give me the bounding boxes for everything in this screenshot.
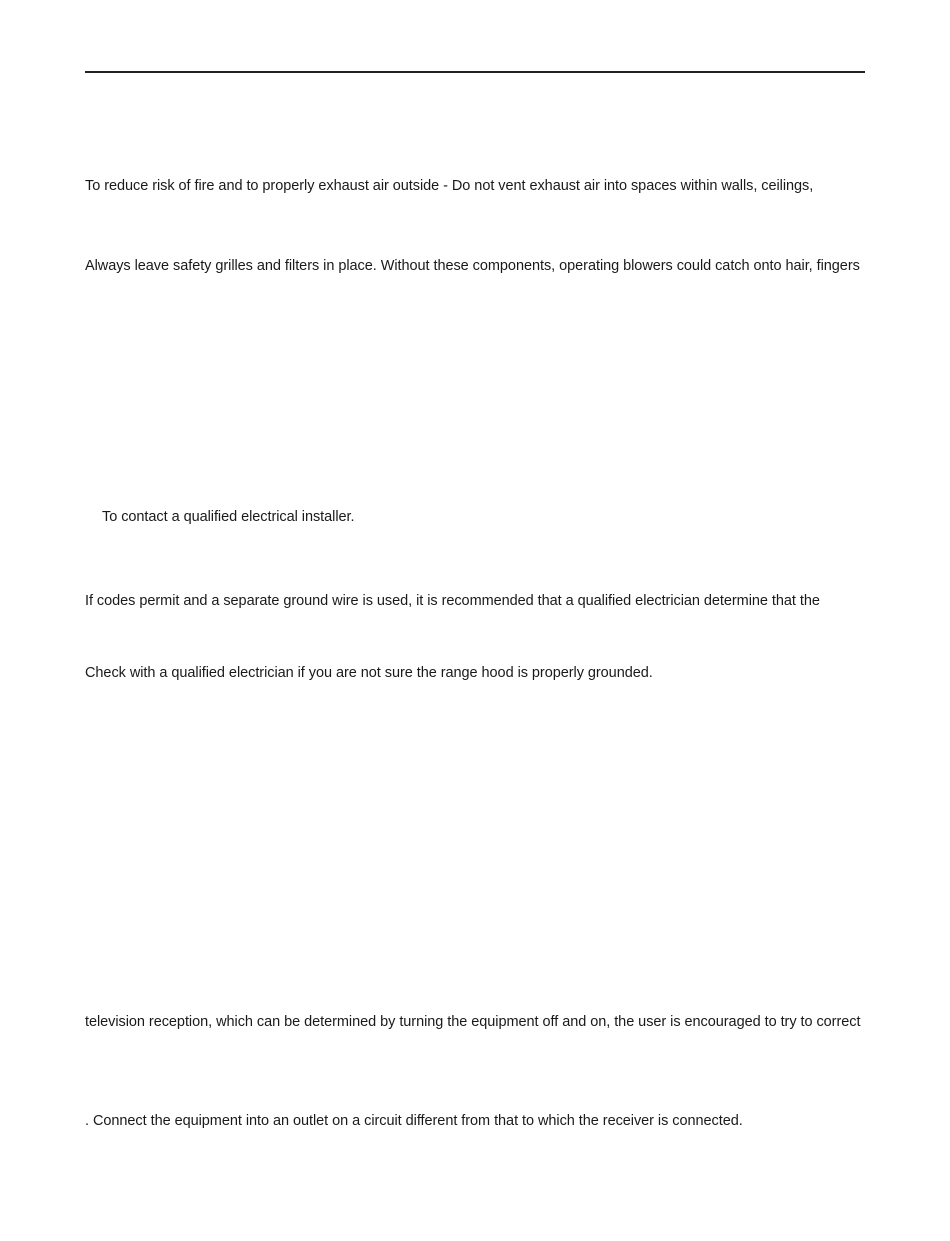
text-line-safety-grilles: Always leave safety grilles and filters in place. Without these components, operating blowers could catch onto hair, fingers (85, 258, 860, 274)
text-line-check-grounding: Check with a qualified electrician if you are not sure the range hood is properly grounded. (85, 665, 653, 681)
text-line-ground-wire: If codes permit and a separate ground wire is used, it is recommended that a qualified electrician determine that the (85, 593, 820, 609)
text-line-connect-outlet: . Connect the equipment into an outlet on a circuit different from that to which the receiver is connected. (85, 1113, 743, 1129)
text-line-vent-warning: To reduce risk of fire and to properly exhaust air outside - Do not vent exhaust air into spaces within walls, ceilings, (85, 178, 814, 194)
text-line-television-reception: television reception, which can be determined by turning the equipment off and on, the user is encouraged to try to correct (85, 1014, 861, 1030)
text-line-contact-installer: To contact a qualified electrical installer. (102, 509, 355, 525)
header-divider (85, 71, 865, 73)
